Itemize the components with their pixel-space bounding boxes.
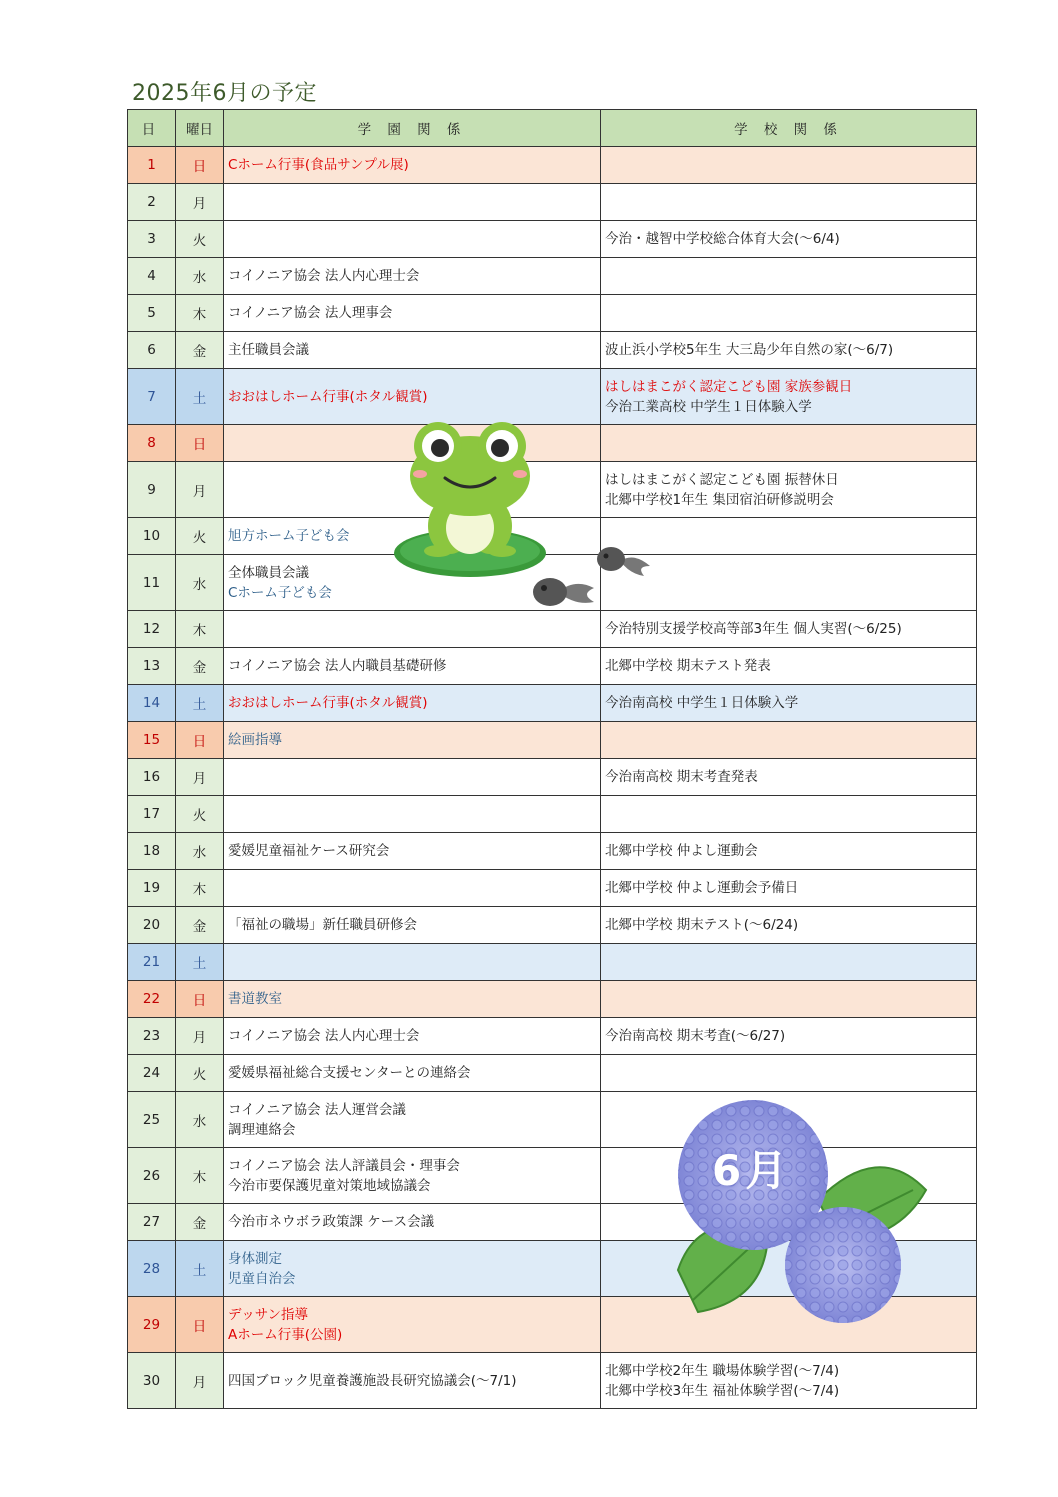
- school-cell: [601, 907, 977, 944]
- school-event: 北郷中学校2年生 職場体験学習(～7/4): [605, 1362, 840, 1379]
- schedule-row: [128, 184, 977, 221]
- weekday-cell: 日: [176, 722, 224, 759]
- weekday-cell: 土: [176, 944, 224, 981]
- gakuen-event: コイノニア協会 法人運営会議: [228, 1101, 406, 1118]
- gakuen-cell: [224, 1297, 601, 1353]
- gakuen-cell: [224, 369, 601, 425]
- gakuen-event: コイノニア協会 法人内職員基礎研修: [228, 658, 447, 674]
- schedule-row: [128, 833, 977, 870]
- day-cell: 5: [128, 295, 176, 332]
- schedule-row: [128, 332, 977, 369]
- weekday-cell: 火: [176, 221, 224, 258]
- header-weekday: 曜日: [176, 110, 224, 147]
- day-cell: 30: [128, 1353, 176, 1409]
- day-cell: 14: [128, 685, 176, 722]
- school-cell: [601, 221, 977, 258]
- gakuen-cell: [224, 295, 601, 332]
- weekday-cell: 月: [176, 184, 224, 221]
- school-event: 波止浜小学校5年生 大三島少年自然の家(～6/7): [605, 342, 894, 358]
- gakuen-cell: [224, 1241, 601, 1297]
- tadpole-icon: [530, 574, 596, 610]
- gakuen-cell: [224, 722, 601, 759]
- school-cell: [601, 295, 977, 332]
- schedule-row: [128, 147, 977, 184]
- weekday-cell: 日: [176, 147, 224, 184]
- gakuen-cell: [224, 944, 601, 981]
- weekday-cell: 木: [176, 611, 224, 648]
- day-cell: 9: [128, 462, 176, 518]
- day-cell: 29: [128, 1297, 176, 1353]
- day-cell: 15: [128, 722, 176, 759]
- day-cell: 2: [128, 184, 176, 221]
- day-cell: 23: [128, 1018, 176, 1055]
- weekday-cell: 火: [176, 1055, 224, 1092]
- school-cell: [601, 332, 977, 369]
- schedule-row: [128, 759, 977, 796]
- gakuen-cell: [224, 611, 601, 648]
- gakuen-event: コイノニア協会 法人評議員会・理事会: [228, 1157, 460, 1174]
- gakuen-event: 四国ブロック児童養護施設長研究協議会(～7/1): [228, 1372, 517, 1389]
- day-cell: 12: [128, 611, 176, 648]
- gakuen-cell: [224, 1353, 601, 1409]
- gakuen-cell: [224, 870, 601, 907]
- schedule-row: [128, 462, 977, 518]
- weekday-cell: 月: [176, 462, 224, 518]
- weekday-cell: 月: [176, 759, 224, 796]
- weekday-cell: 木: [176, 870, 224, 907]
- weekday-cell: 土: [176, 685, 224, 722]
- day-cell: 16: [128, 759, 176, 796]
- day-cell: 3: [128, 221, 176, 258]
- gakuen-event: おおはしホーム行事(ホタル観賞): [228, 388, 428, 405]
- weekday-cell: 火: [176, 796, 224, 833]
- weekday-cell: 月: [176, 1018, 224, 1055]
- header-gakuen: 学 園 関 係: [224, 110, 601, 147]
- schedule-row: [128, 611, 977, 648]
- gakuen-event: 書道教室: [228, 991, 282, 1007]
- schedule-row: [128, 369, 977, 425]
- school-event: 北郷中学校1年生 集団宿泊研修説明会: [605, 491, 834, 508]
- gakuen-event: 児童自治会: [228, 1270, 296, 1287]
- schedule-row: [128, 295, 977, 332]
- gakuen-event: Cホーム行事(食品サンプル展): [228, 157, 409, 173]
- hydrangea-icon: [668, 1090, 932, 1330]
- day-cell: 19: [128, 870, 176, 907]
- frog-icon: [390, 418, 550, 583]
- day-cell: 7: [128, 369, 176, 425]
- school-event: 北郷中学校 期末テスト発表: [605, 658, 771, 674]
- day-cell: 13: [128, 648, 176, 685]
- weekday-cell: 水: [176, 833, 224, 870]
- gakuen-event: コイノニア協会 法人内心理士会: [228, 268, 420, 284]
- school-cell: [601, 944, 977, 981]
- school-cell: [601, 462, 977, 518]
- weekday-cell: 日: [176, 981, 224, 1018]
- weekday-cell: 火: [176, 518, 224, 555]
- weekday-cell: 水: [176, 258, 224, 295]
- school-cell: [601, 722, 977, 759]
- school-event: 今治南高校 期末考査発表: [605, 769, 758, 785]
- weekday-cell: 金: [176, 648, 224, 685]
- school-cell: [601, 1018, 977, 1055]
- weekday-cell: 金: [176, 332, 224, 369]
- school-cell: [601, 425, 977, 462]
- day-cell: 8: [128, 425, 176, 462]
- school-cell: [601, 611, 977, 648]
- gakuen-event: 身体測定: [228, 1250, 282, 1267]
- school-event: 北郷中学校 仲よし運動会: [605, 843, 758, 859]
- school-cell: [601, 518, 977, 555]
- weekday-cell: 日: [176, 1297, 224, 1353]
- schedule-row: [128, 1055, 977, 1092]
- day-cell: 25: [128, 1092, 176, 1148]
- day-cell: 11: [128, 555, 176, 611]
- day-cell: 21: [128, 944, 176, 981]
- gakuen-event: Aホーム行事(公園): [228, 1326, 343, 1343]
- gakuen-cell: [224, 759, 601, 796]
- gakuen-cell: [224, 1055, 601, 1092]
- gakuen-event: Cホーム子ども会: [228, 584, 332, 601]
- school-cell: [601, 258, 977, 295]
- gakuen-cell: [224, 648, 601, 685]
- day-cell: 28: [128, 1241, 176, 1297]
- schedule-row: [128, 685, 977, 722]
- schedule-row: [128, 796, 977, 833]
- day-cell: 10: [128, 518, 176, 555]
- school-event: 北郷中学校3年生 福祉体験学習(～7/4): [605, 1382, 840, 1399]
- weekday-cell: 木: [176, 1148, 224, 1204]
- header-school: 学 校 関 係: [601, 110, 977, 147]
- gakuen-cell: [224, 981, 601, 1018]
- header-day: 日: [128, 110, 176, 147]
- schedule-row: [128, 258, 977, 295]
- day-cell: 26: [128, 1148, 176, 1204]
- gakuen-cell: [224, 147, 601, 184]
- day-cell: 6: [128, 332, 176, 369]
- school-event: はしはまこがく認定こども園 振替休日: [605, 471, 839, 488]
- day-cell: 4: [128, 258, 176, 295]
- schedule-row: [128, 870, 977, 907]
- schedule-row: [128, 221, 977, 258]
- gakuen-event: 旭方ホーム子ども会: [228, 528, 350, 544]
- school-cell: [601, 648, 977, 685]
- weekday-cell: 日: [176, 425, 224, 462]
- gakuen-event: 「福祉の職場」新任職員研修会: [228, 917, 417, 933]
- day-cell: 20: [128, 907, 176, 944]
- schedule-row: [128, 518, 977, 555]
- gakuen-event: コイノニア協会 法人内心理士会: [228, 1028, 420, 1044]
- gakuen-cell: [224, 685, 601, 722]
- gakuen-event: 今治市要保護児童対策地域協議会: [228, 1177, 431, 1194]
- gakuen-cell: [224, 1092, 601, 1148]
- tadpole-icon-2: [596, 544, 652, 580]
- gakuen-cell: [224, 1204, 601, 1241]
- month-label: 6月: [712, 1146, 792, 1195]
- school-cell: [601, 981, 977, 1018]
- school-event: 今治特別支援学校高等部3年生 個人実習(～6/25): [605, 621, 902, 637]
- schedule-row: [128, 907, 977, 944]
- school-event: 今治南高校 中学生１日体験入学: [605, 695, 799, 711]
- school-event: はしはまこがく認定こども園 家族参観日: [605, 378, 853, 395]
- school-cell: [601, 796, 977, 833]
- school-cell: [601, 369, 977, 425]
- school-cell: [601, 555, 977, 611]
- gakuen-cell: [224, 796, 601, 833]
- gakuen-cell: [224, 184, 601, 221]
- school-event: 今治・越智中学校総合体育大会(～6/4): [605, 231, 840, 247]
- school-event: 今治工業高校 中学生１日体験入学: [605, 398, 812, 415]
- gakuen-event: 主任職員会議: [228, 342, 309, 358]
- gakuen-cell: [224, 221, 601, 258]
- gakuen-cell: [224, 833, 601, 870]
- gakuen-event: 全体職員会議: [228, 564, 309, 581]
- day-cell: 24: [128, 1055, 176, 1092]
- weekday-cell: 金: [176, 907, 224, 944]
- school-cell: [601, 759, 977, 796]
- gakuen-cell: [224, 258, 601, 295]
- header-row: [128, 110, 977, 147]
- schedule-row: [128, 944, 977, 981]
- gakuen-cell: [224, 1148, 601, 1204]
- weekday-cell: 月: [176, 1353, 224, 1409]
- schedule-row: [128, 425, 977, 462]
- weekday-cell: 水: [176, 1092, 224, 1148]
- gakuen-event: 愛媛児童福祉ケース研究会: [228, 843, 390, 859]
- weekday-cell: 土: [176, 1241, 224, 1297]
- weekday-cell: 木: [176, 295, 224, 332]
- weekday-cell: 金: [176, 1204, 224, 1241]
- gakuen-event: 愛媛県福祉総合支援センターとの連絡会: [228, 1065, 471, 1081]
- gakuen-event: デッサン指導: [228, 1306, 309, 1323]
- school-cell: [601, 833, 977, 870]
- page-title: 2025年6月の予定: [132, 81, 317, 106]
- schedule-row: [128, 722, 977, 759]
- gakuen-event: 調理連絡会: [228, 1121, 296, 1138]
- school-event: 北郷中学校 期末テスト(～6/24): [605, 917, 799, 933]
- schedule-row: [128, 1353, 977, 1409]
- gakuen-cell: [224, 332, 601, 369]
- weekday-cell: 土: [176, 369, 224, 425]
- schedule-row: [128, 648, 977, 685]
- school-cell: [601, 184, 977, 221]
- day-cell: 27: [128, 1204, 176, 1241]
- weekday-cell: 水: [176, 555, 224, 611]
- schedule-row: [128, 1018, 977, 1055]
- school-cell: [601, 870, 977, 907]
- gakuen-event: 絵画指導: [228, 732, 282, 748]
- school-cell: [601, 1055, 977, 1092]
- day-cell: 1: [128, 147, 176, 184]
- school-cell: [601, 1353, 977, 1409]
- day-cell: 18: [128, 833, 176, 870]
- school-cell: [601, 685, 977, 722]
- day-cell: 22: [128, 981, 176, 1018]
- school-event: 北郷中学校 仲よし運動会予備日: [605, 880, 799, 896]
- gakuen-cell: [224, 907, 601, 944]
- gakuen-event: コイノニア協会 法人理事会: [228, 305, 393, 321]
- school-event: 今治南高校 期末考査(～6/27): [605, 1028, 786, 1044]
- day-cell: 17: [128, 796, 176, 833]
- gakuen-cell: [224, 1018, 601, 1055]
- gakuen-event: 今治市ネウボラ政策課 ケース会議: [228, 1214, 435, 1230]
- schedule-row: [128, 981, 977, 1018]
- gakuen-event: おおはしホーム行事(ホタル観賞): [228, 695, 428, 711]
- school-cell: [601, 147, 977, 184]
